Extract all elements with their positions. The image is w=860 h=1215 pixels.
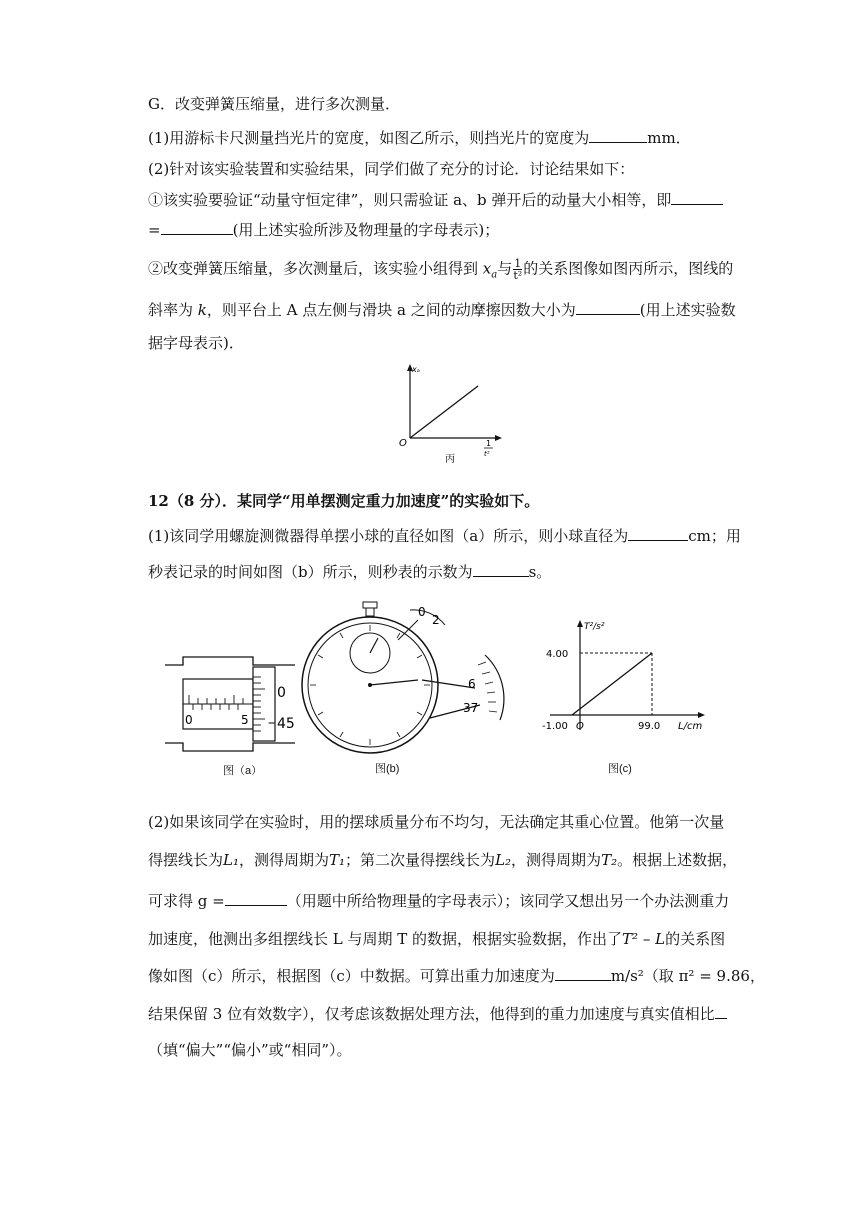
var-T2: T₂ [601, 851, 618, 869]
answer-blank-momentum-a [671, 190, 723, 205]
figure-a-caption: 图（a） [223, 765, 263, 777]
q12-2-line5 [148, 966, 765, 986]
question-2-2-line2 [148, 300, 736, 320]
zoom-small-dial-arrow [398, 620, 418, 640]
graph-bing [390, 360, 510, 470]
q2-2-text-c: 的关系图像如图丙所示，图线的 [523, 259, 734, 278]
q12-2-l3-a: 可求得 g = [148, 892, 225, 910]
question-12-1-line1 [148, 526, 741, 546]
graph-c-x-neg: -1.00 [542, 721, 568, 732]
graph-c-x-arrow [698, 712, 705, 718]
var-L1: L₁ [223, 851, 239, 869]
graph-c-y-label: T²/s² [584, 622, 605, 632]
graph-bing-origin: O [399, 438, 407, 449]
graph-c-x-label: L/cm [678, 721, 703, 732]
q2-2-hint: (用上述实验数 [639, 301, 736, 319]
q12-2-line4 [148, 929, 725, 949]
var-x-sub: a [491, 269, 498, 281]
answer-blank-friction [576, 300, 640, 315]
q12-1-text-b: cm；用 [688, 527, 741, 545]
q12-2-l2-a: 得摆线长为 [148, 851, 224, 869]
answer-blank-g-formula [225, 891, 287, 906]
q12-2-line2 [148, 850, 737, 870]
q12-2-line1: (2)如果该同学在实验时，用的摆球质量分布不均匀，无法确定其重心位置。他第一次量 [148, 813, 725, 831]
answer-blank-stopwatch [473, 562, 529, 577]
answer-blank-momentum-b [161, 220, 233, 235]
graph-bing-line [410, 386, 478, 438]
micrometer-frame-top [165, 657, 295, 665]
answer-blank-g-value [555, 966, 611, 981]
q2-2-text-a: ②改变弹簧压缩量，多次测量后，该实验小组得到 [148, 259, 483, 278]
graph-c-y-value: 4.00 [546, 649, 569, 660]
q12-2-l4-eq: T² – L [622, 930, 666, 948]
q12-2-l5-a: 像如图（c）所示，根据图（c）中数据。可算出重力加速度为 [148, 967, 555, 985]
question-2-2-line3: 据字母表示)． [148, 334, 244, 352]
answer-blank-compare [715, 1004, 727, 1019]
zoom-big-dial-ticks [478, 662, 497, 712]
stopwatch-center-pin [368, 683, 372, 687]
micrometer-frame-bottom [165, 743, 295, 751]
section-g-text: G．改变弹簧压缩量，进行多次测量． [148, 95, 400, 113]
graph-c-line [572, 653, 652, 715]
micrometer-main-0: 0 [185, 713, 193, 727]
question-2-intro: (2)针对该实验装置和实验结果，同学们做了充分的讨论．讨论结果如下： [148, 160, 635, 178]
zoom-big-dial-37: 37 [463, 701, 479, 715]
q12-2-l4-b: 的关系图 [665, 930, 726, 948]
stopwatch-stem [366, 608, 374, 616]
q2-1-hint: (用上述实验所涉及物理量的字母表示)； [232, 221, 500, 239]
q12-2-l5-b: m/s²（取 π² = 9.86， [610, 967, 765, 985]
graph-bing-caption: 丙 [445, 454, 455, 465]
figure-c-graph [540, 615, 710, 745]
zoom-big-dial-arc [485, 655, 504, 720]
stopwatch-minute-hand [370, 638, 378, 653]
graph-bing-x-den: t² [484, 450, 490, 458]
question-2-1-line2 [148, 220, 499, 240]
q1-unit: mm． [647, 129, 691, 147]
answer-blank-width [589, 128, 647, 143]
graph-bing-y-label: xₐ [412, 365, 420, 374]
var-T1: T₁ [329, 851, 346, 869]
fraction-1-over-t2 [513, 258, 522, 281]
q12-1-text-d: s。 [528, 563, 552, 581]
q12-2-l6: 结果保留 3 位有效数字），仅考虑该数据处理方法，他得到的重力加速度与真实值相比 [148, 1005, 715, 1023]
answer-blank-diameter [628, 526, 688, 541]
graph-c-y-arrow [577, 620, 583, 627]
var-x: x [482, 259, 492, 278]
stopwatch-second-hand [370, 680, 418, 685]
graph-c-origin: O [576, 721, 584, 732]
question-2-1-line1 [148, 190, 723, 210]
zoom-small-dial-0: 0 [418, 605, 426, 619]
zoom-small-dial-2: 2 [432, 613, 440, 627]
q12-1-text-a: (1)该同学用螺旋测微器得单摆小球的直径如图（a）所示，则小球直径为 [148, 527, 629, 545]
zoom-big-dial-6: 6 [468, 677, 476, 691]
micrometer-main-scale-ticks [189, 695, 243, 710]
graph-c-x-value: 99.0 [638, 721, 661, 732]
q12-2-line7: （填“偏大”“偏小”或“相同”）。 [148, 1041, 352, 1059]
graph-bing-x-num: 1 [486, 439, 492, 448]
figure-c-caption: 图(c) [608, 763, 632, 775]
q2-1-text: ①该实验要验证“动量守恒定律”，则只需验证 a、b 弹开后的动量大小相等，即 [148, 191, 672, 209]
stopwatch-crown [363, 602, 377, 608]
question-12-1-line2 [148, 562, 551, 582]
figure-a-micrometer [165, 655, 305, 755]
q2-2-text-b: 与 [497, 259, 513, 278]
question-2-2-line1 [148, 258, 733, 286]
q12-2-l2-e: 。根据上述数据， [617, 851, 738, 869]
frac-den: t² [513, 269, 523, 282]
figure-b-stopwatch [300, 600, 510, 760]
q12-2-line6 [148, 1004, 727, 1024]
q2-2-slope-text: 斜率为 [148, 301, 198, 319]
question-12-header: 12（8 分）．某同学“用单摆测定重力加速度”的实验如下。 [148, 492, 540, 510]
micrometer-thimble-45: 45 [277, 716, 295, 732]
q12-2-line3 [148, 891, 729, 911]
question-1 [148, 128, 691, 148]
frac-num: 1 [514, 257, 522, 270]
var-k: k [197, 301, 207, 319]
q12-2-l3-b: （用题中所给物理量的字母表示）；该同学又想出另一个办法测重力 [286, 892, 730, 910]
micrometer-thimble-dash: – [268, 715, 275, 731]
q12-2-l2-d: ，测得周期为 [511, 851, 602, 869]
q12-2-l4-a: 加速度，他测出多组摆线长 L 与周期 T 的数据，根据实验数据，作出了 [148, 930, 623, 948]
q12-2-l2-c: ；第二次量得摆线长为 [345, 851, 496, 869]
micrometer-main-5: 5 [241, 713, 249, 727]
figure-b-caption: 图(b) [375, 763, 400, 775]
micrometer-thimble-0: 0 [277, 685, 286, 701]
q1-text: (1)用游标卡尺测量挡光片的宽度，如图乙所示，则挡光片的宽度为 [148, 129, 590, 147]
q12-1-text-c: 秒表记录的时间如图（b）所示，则秒表的示数为 [148, 563, 473, 581]
graph-bing-x-arrow [495, 435, 502, 441]
var-L2: L₂ [495, 851, 512, 869]
equals-sign: = [148, 221, 161, 239]
q12-2-l2-b: ，测得周期为 [239, 851, 330, 869]
q2-2-friction-text: ，则平台上 A 点左侧与滑块 a 之间的动摩擦因数大小为 [206, 301, 576, 319]
